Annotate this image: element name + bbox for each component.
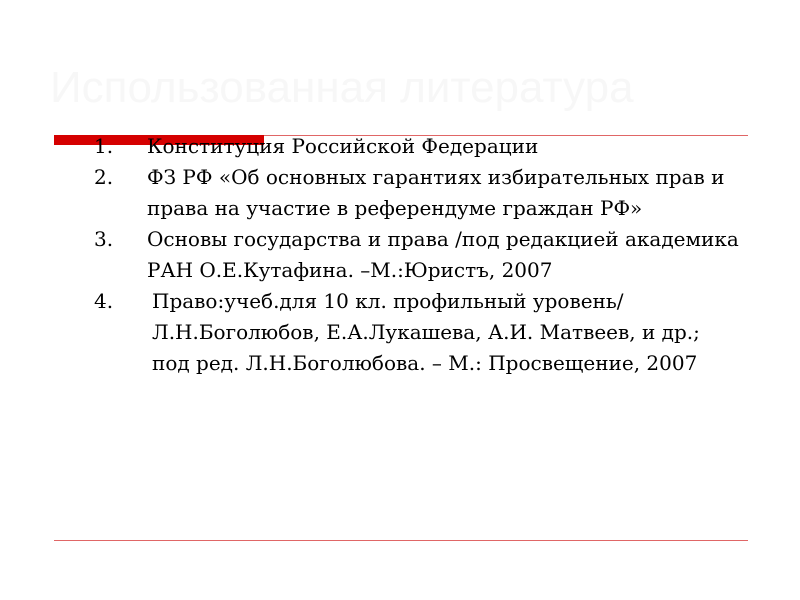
list-item-text: Право:учеб.для 10 кл. профильный уровень/Л.Н.Боголюбов, Е.А.Лукашева, А.И. Матвеев, и др.; под ред. Л.Н.Боголюбова. – М.: Просвещение, 2007 — [152, 289, 700, 375]
list-item — [0, 286, 800, 379]
list-item-text: Конституция Российской Федерации — [147, 134, 539, 158]
reference-list — [0, 131, 800, 379]
list-item-text: ФЗ РФ «Об основных гарантиях избирательных прав и права на участие в референдуме граждан РФ» — [147, 165, 725, 220]
list-item-number: 1. — [94, 134, 114, 158]
list-item-number: 2. — [94, 165, 114, 189]
list-item-number: 4. — [94, 289, 114, 313]
list-item — [0, 162, 800, 224]
list-item — [0, 224, 800, 286]
slide-title: Использованная литература — [50, 63, 634, 112]
list-item-number: 3. — [94, 227, 114, 251]
list-item — [0, 131, 800, 162]
list-item-text: Основы государства и права /под редакцией академика РАН О.Е.Кутафина. –М.:Юристъ, 2007 — [147, 227, 739, 282]
bottom-divider-line — [54, 540, 748, 541]
